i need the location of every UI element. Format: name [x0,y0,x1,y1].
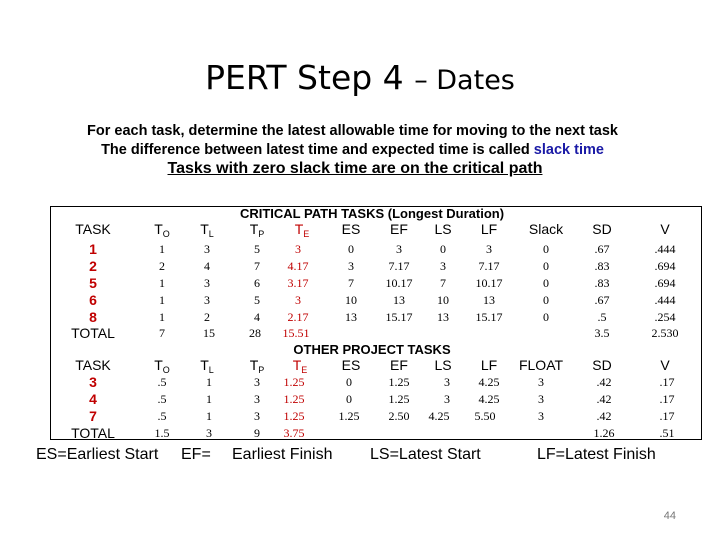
table-cell: 1 [159,242,165,256]
slide-title [0,58,720,97]
table-cell: L [208,229,214,239]
table-cell: 15.51 [282,326,310,340]
table-cell: .83 [594,276,610,290]
table-cell: 2.17 [287,310,309,324]
header-es: ES [341,357,361,373]
table-cell: .51 [659,426,675,440]
table-cell: 1.5 [154,426,170,440]
table-cell: 4 [89,391,97,407]
table-cell: P [258,229,265,239]
table-cell: 13 [437,310,449,324]
table-cell: .5 [157,392,167,406]
table-cell: .83 [594,259,610,273]
header-lf: LF [480,221,498,237]
table-cell: 3 [295,293,301,307]
table-cell: 3 [444,375,450,389]
header-v: V [660,357,670,373]
table-cell: 1 [159,276,165,290]
table-cell: 3.75 [283,426,305,440]
table-cell: 10.17 [475,276,503,290]
header-ls: LS [434,221,452,237]
table-cell: 7 [89,408,97,424]
table-cell: .42 [596,392,612,406]
table-cell: 13 [345,310,357,324]
table-cell: 0 [543,259,549,273]
table-cell: 1 [206,409,212,423]
table-cell: 13 [483,293,495,307]
table-cell: 1.26 [593,426,615,440]
table-cell: 3 [204,293,210,307]
table-cell: 3 [254,392,260,406]
table-cell: .444 [654,242,676,256]
table-cell: 3 [254,409,260,423]
table-cell: 2.50 [388,409,410,423]
table-cell: T [200,357,209,373]
table-cell: 3 [538,409,544,423]
header-task: TASK [75,221,111,237]
table-cell: 13 [393,293,405,307]
table-cell: 28 [249,326,261,340]
table-cell: 5.50 [474,409,496,423]
table-cell: 0 [348,242,354,256]
header-ef: EF [390,357,408,373]
table-cell: .67 [594,293,610,307]
header-to [154,357,170,375]
table-cell: 1 [206,392,212,406]
table-cell: E [303,229,310,239]
table-cell: T [249,357,259,373]
table-cell: .17 [659,375,675,389]
table-cell: 10 [345,293,357,307]
table-cell: 7.17 [388,259,410,273]
table-cell: 3 [348,259,354,273]
intro-line-2 [0,142,705,158]
table-cell: .42 [596,409,612,423]
table-cell: 3 [295,242,301,256]
critical-path-note: Tasks with zero slack time are on the critical path [167,160,543,177]
table-cell: 4.25 [478,375,500,389]
header-ef: EF [390,221,408,237]
table-cell: 7 [159,326,165,340]
header-to [154,221,170,239]
table-cell: 1 [159,293,165,307]
header-es: ES [341,221,361,237]
table-cell: 3.5 [594,326,610,340]
header-sd: SD [592,357,612,373]
table-cell: T [154,357,163,373]
table-cell: 2 [204,310,210,324]
slide-title-main: PERT Step 4 [205,58,404,97]
table-cell: 10.17 [385,276,413,290]
table-cell: 3 [486,242,492,256]
table-cell: 0 [543,293,549,307]
table-cell: 1 [159,310,165,324]
table-cell: 15.17 [385,310,413,324]
table-cell: 15 [203,326,215,340]
table-cell: 15.17 [475,310,503,324]
table-cell: .67 [594,242,610,256]
table-cell: .17 [659,392,675,406]
table-cell: 4.17 [287,259,309,273]
table-cell: 1 [206,375,212,389]
table-cell: 4 [254,310,260,324]
table-cell: 2 [159,259,165,273]
header-tp [250,221,265,239]
table-cell: 1.25 [338,409,360,423]
table-cell: 3 [440,259,446,273]
table-cell: .444 [654,293,676,307]
table-cell: 2.530 [651,326,679,340]
table-cell: 1.25 [388,392,410,406]
table-cell: 4.25 [428,409,450,423]
table-cell: .5 [157,409,167,423]
table-cell: 7 [254,259,260,273]
table-cell: 3 [538,392,544,406]
header-tp [250,357,265,375]
table-cell: 0 [346,375,352,389]
table-cell: 3 [206,426,212,440]
table-cell: 2 [89,258,97,274]
table-cell: O [162,229,170,239]
slack-time-highlight: slack time [533,142,604,158]
legend-es: ES=Earliest Start [36,446,159,463]
header-v: V [660,221,670,237]
legend-ef-definition: Earliest Finish [232,446,333,463]
legend-lf: LF=Latest Finish [537,446,656,463]
header-te [295,221,310,239]
slide-title-rest: – Dates [414,65,515,96]
table-cell: 3 [89,374,97,390]
table-cell: 7 [348,276,354,290]
table-cell: T [294,221,304,237]
table-cell: 6 [254,276,260,290]
table-cell: 0 [543,242,549,256]
table-cell: 4 [204,259,210,273]
table-cell: 0 [346,392,352,406]
table-cell: TOTAL [71,325,115,341]
table-cell: 4.25 [478,392,500,406]
table-cell: 1.25 [283,392,305,406]
table-cell: 1 [89,241,97,257]
header-te [293,357,308,375]
table-cell: 0 [543,276,549,290]
intro-line-2-text: The difference between latest time and expected time is called [101,142,530,158]
other-section-title: OTHER PROJECT TASKS [293,342,451,357]
header-task: TASK [75,357,111,373]
header-ls: LS [434,357,452,373]
table-cell: 3 [538,375,544,389]
table-cell: 0 [543,310,549,324]
table-cell: .42 [596,375,612,389]
critical-section-title: CRITICAL PATH TASKS (Longest Duration) [239,206,505,221]
table-cell: T [200,221,209,237]
table-cell: T [292,357,302,373]
header-sd: SD [592,221,612,237]
table-cell: 0 [440,242,446,256]
table-cell: T [154,221,163,237]
legend-ef: EF= [181,446,211,463]
table-cell: 7.17 [478,259,500,273]
table-cell: TOTAL [71,425,115,441]
table-cell: 8 [89,309,97,325]
table-cell: 3.17 [287,276,309,290]
table-cell: .254 [654,310,676,324]
table-cell: 1.25 [388,375,410,389]
table-cell: 10 [437,293,449,307]
table-cell: .5 [157,375,167,389]
table-cell: .694 [654,259,676,273]
intro-line-1: For each task, determine the latest allowable time for moving to the next task [87,123,618,139]
table-cell: E [301,365,308,375]
table-cell: T [249,221,259,237]
table-cell: 1.25 [283,409,305,423]
table-cell: 9 [254,426,260,440]
header-tl [200,221,214,239]
header-tl [200,357,214,375]
table-cell: 3 [204,276,210,290]
table-cell: 5 [254,293,260,307]
table-cell: 3 [444,392,450,406]
table-cell: 7 [440,276,446,290]
table-cell: .694 [654,276,676,290]
table-cell: 5 [89,275,97,291]
table-cell: .5 [597,310,607,324]
table-cell: P [258,365,265,375]
table-cell: 3 [204,242,210,256]
table-cell: 5 [254,242,260,256]
table-cell: L [208,365,214,375]
table-cell: O [162,365,170,375]
table-cell: .17 [659,409,675,423]
table-cell: 1.25 [283,375,305,389]
table-cell: 3 [254,375,260,389]
legend-ls: LS=Latest Start [370,446,481,463]
header-lf: LF [480,357,498,373]
table-cell: 3 [396,242,402,256]
header-float: FLOAT [518,357,564,373]
header-slack: Slack [528,221,564,237]
table-cell: 6 [89,292,97,308]
page-number: 44 [663,510,676,522]
